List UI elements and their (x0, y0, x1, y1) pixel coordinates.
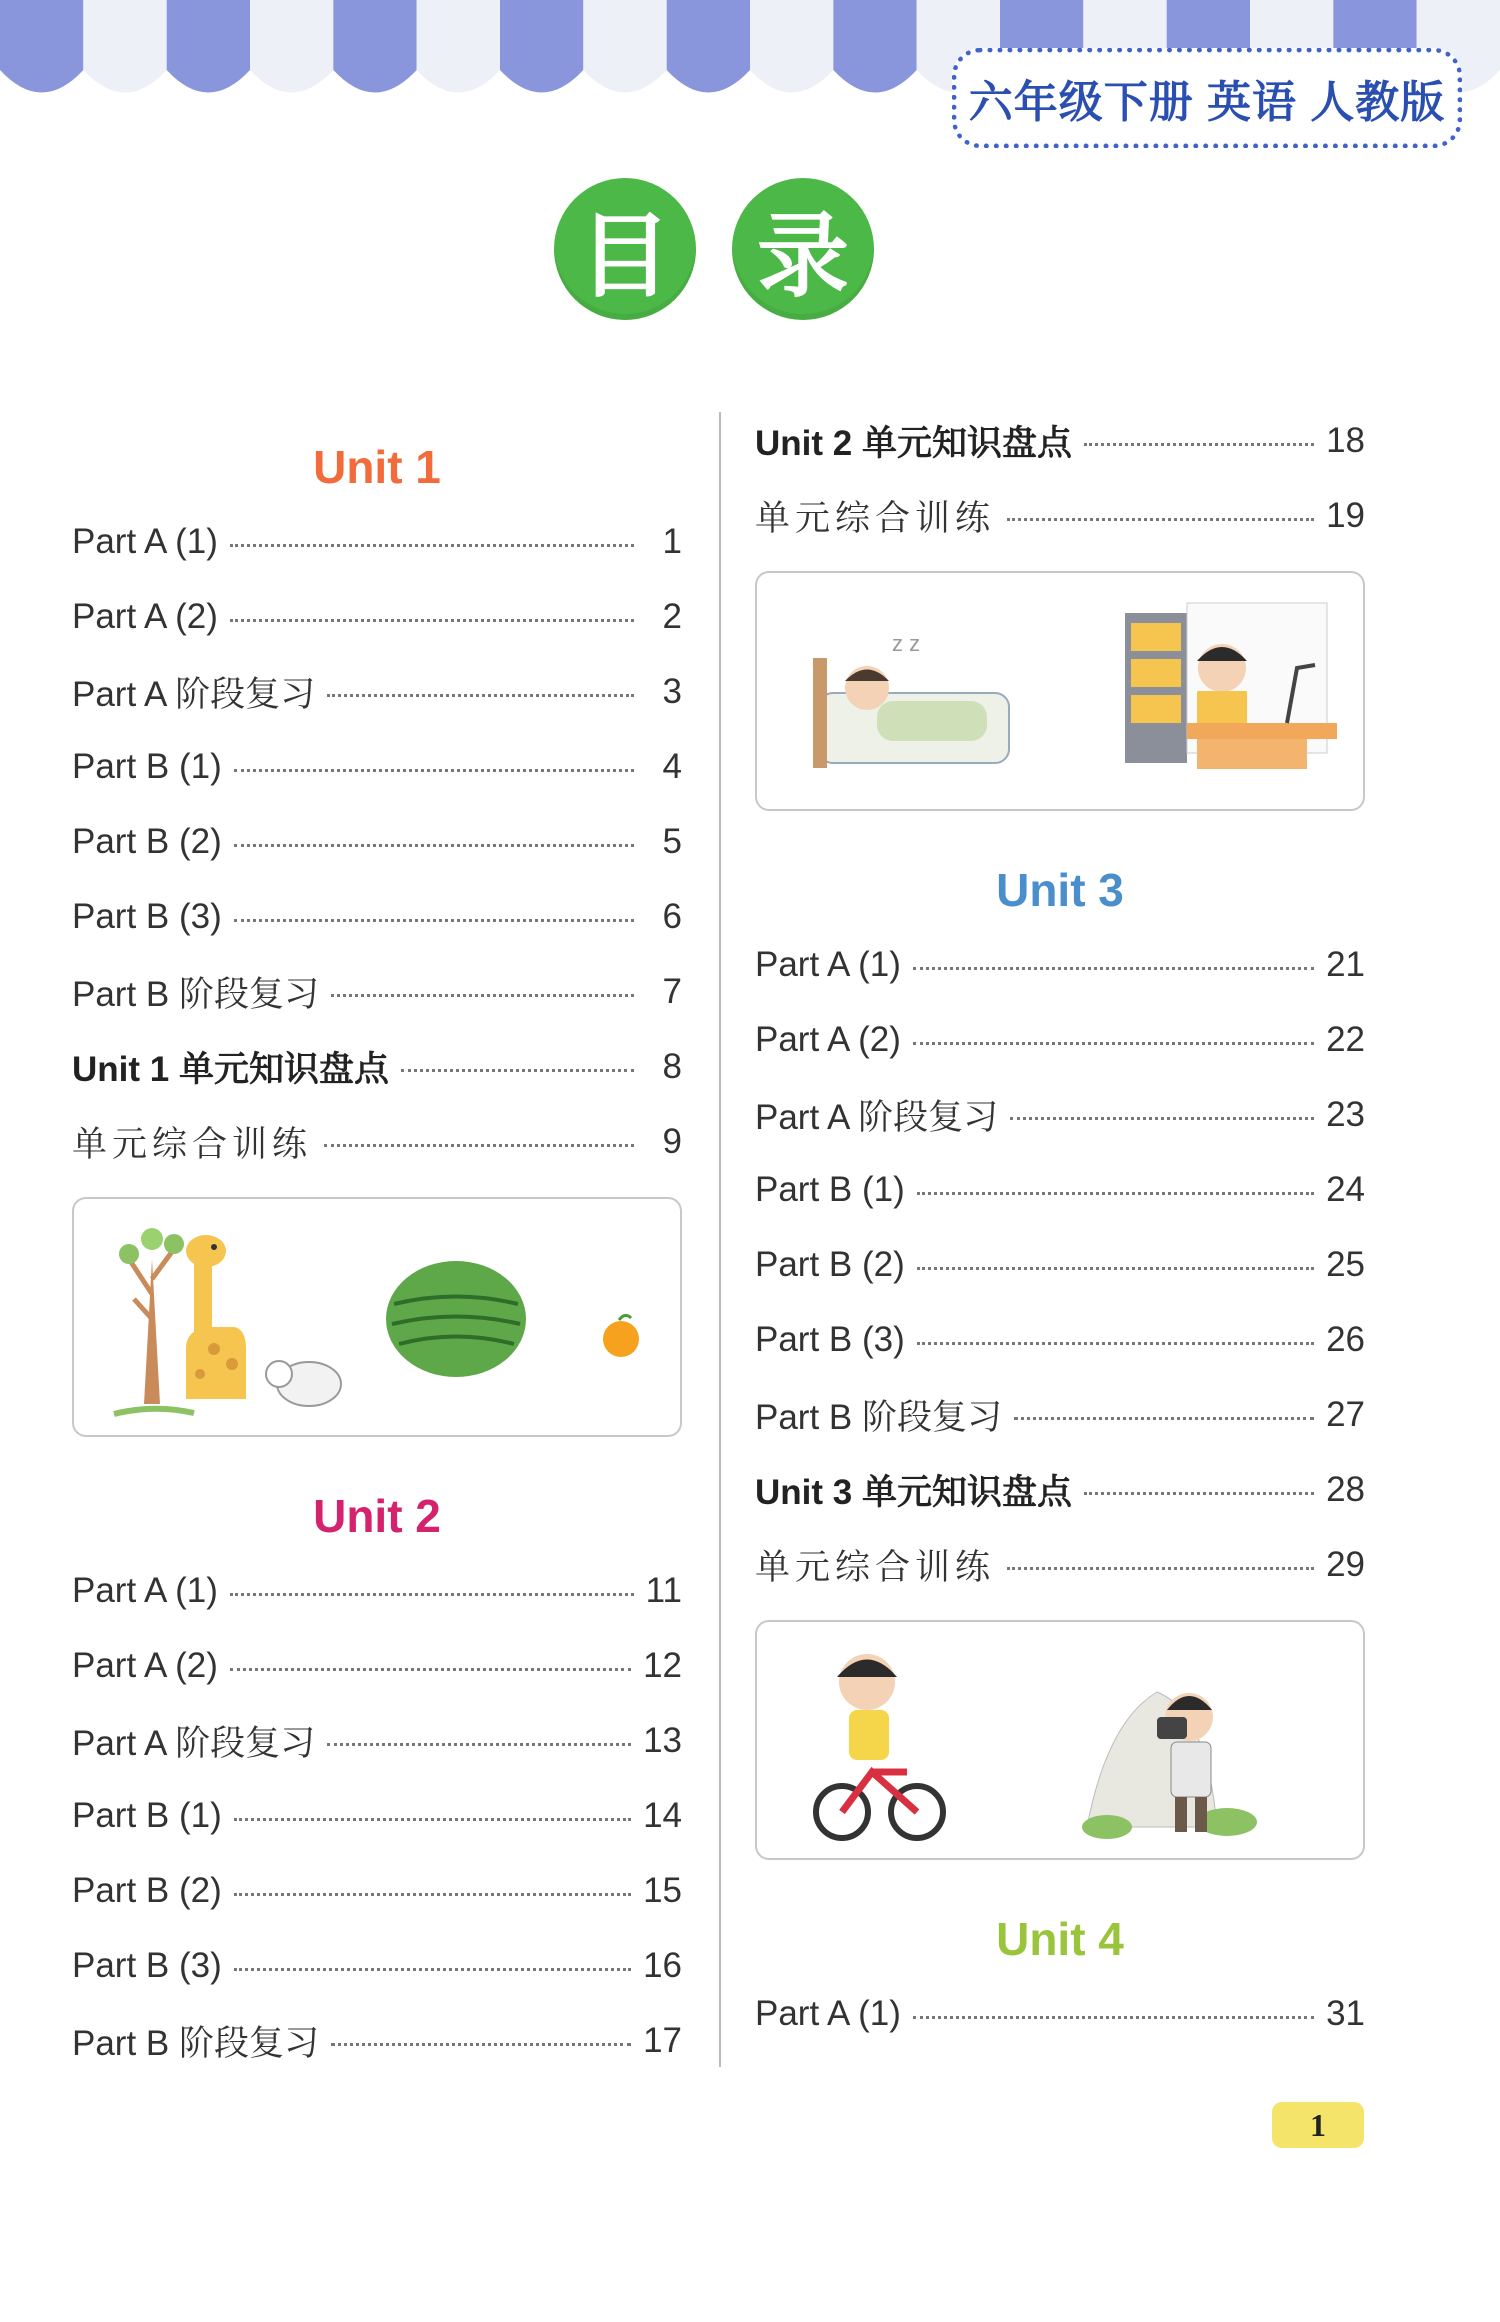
edition-label: 六年级下册 英语 人教版 (952, 48, 1462, 148)
toc-entry-label: Part A (2) (72, 1645, 218, 1685)
dot-leader (1007, 1567, 1314, 1570)
dot-leader (230, 619, 634, 622)
toc-entry[interactable] (72, 1778, 682, 1853)
dot-leader (230, 1668, 631, 1671)
dot-leader (331, 994, 634, 997)
unit-2-continued-entries (755, 403, 1365, 553)
toc-entry-label: Part A (2) (755, 1019, 901, 1059)
awning-stripe (500, 0, 583, 93)
toc-entry[interactable] (755, 403, 1365, 478)
title-char-2: 录 (732, 178, 874, 320)
toc-entry-label: Unit 1 单元知识盘点 (72, 1049, 389, 1089)
toc-entry-label: Part B (3) (72, 896, 222, 936)
toc-entry-page: 9 (662, 1121, 682, 1161)
unit-1-entries (72, 504, 682, 1179)
toc-entry[interactable] (72, 1853, 682, 1928)
toc-entry-page: 2 (662, 596, 682, 636)
toc-entry[interactable] (72, 954, 682, 1029)
toc-entry-label: Part A (1) (72, 1570, 218, 1610)
toc-entry[interactable] (72, 1928, 682, 2003)
toc-entry-label: Part B (1) (755, 1169, 905, 1209)
dot-leader (331, 2043, 631, 2046)
awning-stripe (167, 0, 250, 93)
toc-entry-page: 22 (1326, 1019, 1365, 1059)
toc-entry-page: 13 (643, 1720, 682, 1760)
toc-entry-label: Part A 阶段复习 (72, 674, 316, 714)
toc-entry[interactable] (755, 1302, 1365, 1377)
toc-entry[interactable] (755, 1152, 1365, 1227)
toc-entry-page: 8 (662, 1046, 682, 1086)
toc-entry[interactable] (72, 1029, 682, 1104)
toc-entry-page: 16 (643, 1945, 682, 1985)
toc-entry[interactable] (755, 478, 1365, 553)
awning-stripe (583, 0, 666, 93)
awning-stripe (83, 0, 166, 93)
toc-entry-page: 1 (662, 521, 682, 561)
toc-entry-page: 31 (1326, 1993, 1365, 2033)
page-number: 1 (1272, 2102, 1364, 2148)
toc-entry[interactable] (755, 1377, 1365, 1452)
illustration-giraffe-watermelon (72, 1197, 682, 1437)
toc-entry[interactable] (755, 927, 1365, 1002)
awning-stripe (417, 0, 500, 93)
toc-entry[interactable] (72, 729, 682, 804)
dot-leader (1010, 1117, 1314, 1120)
svg-text:z z: z z (892, 631, 921, 656)
unit-1-heading: Unit 1 (313, 441, 441, 493)
toc-entry-page: 29 (1326, 1544, 1365, 1584)
toc-entry-page: 14 (643, 1795, 682, 1835)
toc-entry-label: Part A (2) (72, 596, 218, 636)
toc-entry-page: 6 (662, 896, 682, 936)
toc-entry-label: Part B 阶段复习 (72, 2023, 319, 2063)
toc-entry[interactable] (72, 1628, 682, 1703)
toc-entry-label: Part B 阶段复习 (72, 974, 319, 1014)
toc-entry-page: 21 (1326, 944, 1365, 984)
dot-leader (234, 1818, 631, 1821)
unit-4-heading: Unit 4 (996, 1913, 1124, 1965)
toc-entry-label: Part B (2) (72, 1870, 222, 1910)
dot-leader (327, 694, 634, 697)
toc-entry-page: 15 (643, 1870, 682, 1910)
dot-leader (234, 844, 634, 847)
dot-leader (1014, 1417, 1314, 1420)
toc-entry-page: 26 (1326, 1319, 1365, 1359)
dot-leader (1084, 1492, 1314, 1495)
toc-entry[interactable] (755, 1227, 1365, 1302)
awning-stripe (333, 0, 416, 93)
toc-entry-label: 单元综合训练 (72, 1124, 313, 1164)
dot-leader (234, 1968, 631, 1971)
toc-entry[interactable] (72, 804, 682, 879)
dot-leader (230, 544, 634, 547)
toc-entry-label: Part A (1) (755, 1993, 901, 2033)
unit-3-heading: Unit 3 (996, 864, 1124, 916)
toc-entry-label: 单元综合训练 (755, 498, 996, 538)
toc-entry[interactable] (755, 1976, 1365, 2051)
toc-entry[interactable] (755, 1077, 1365, 1152)
toc-entry-label: Part A 阶段复习 (72, 1723, 316, 1763)
dot-leader (917, 1342, 1314, 1345)
toc-entry[interactable] (72, 654, 682, 729)
dot-leader (1084, 443, 1314, 446)
toc-entry[interactable] (72, 1553, 682, 1628)
toc-entry[interactable] (72, 2003, 682, 2078)
dot-leader (1007, 518, 1314, 521)
toc-entry-page: 25 (1326, 1244, 1365, 1284)
toc-entry-page: 7 (662, 971, 682, 1011)
toc-entry-label: Part B (3) (72, 1945, 222, 1985)
dot-leader (401, 1069, 634, 1072)
awning-stripe (750, 0, 833, 93)
toc-entry-page: 17 (643, 2020, 682, 2060)
title-char-1: 目 (554, 178, 696, 320)
column-divider (719, 412, 721, 2067)
toc-entry-label: Part A (1) (755, 944, 901, 984)
dot-leader (913, 1042, 1314, 1045)
awning-stripe (250, 0, 333, 93)
dot-leader (234, 769, 634, 772)
toc-entry-page: 4 (662, 746, 682, 786)
unit-2-heading: Unit 2 (313, 1490, 441, 1542)
dot-leader (234, 1893, 631, 1896)
unit-2-entries (72, 1553, 682, 2078)
toc-entry-page: 18 (1326, 420, 1365, 460)
dot-leader (234, 919, 634, 922)
toc-entry-label: Unit 2 单元知识盘点 (755, 423, 1072, 463)
toc-entry[interactable] (72, 1104, 682, 1179)
toc-entry-page: 11 (645, 1570, 682, 1610)
dot-leader (917, 1267, 1314, 1270)
unit-3-entries (755, 927, 1365, 1602)
toc-entry[interactable] (72, 879, 682, 954)
toc-entry[interactable] (755, 1002, 1365, 1077)
dot-leader (327, 1743, 631, 1746)
dot-leader (230, 1593, 634, 1596)
dot-leader (917, 1192, 1314, 1195)
toc-entry-page: 3 (662, 671, 682, 711)
toc-entry[interactable] (72, 579, 682, 654)
toc-entry-page: 27 (1326, 1394, 1365, 1434)
unit-4-entries (755, 1976, 1365, 2051)
toc-entry-label: Unit 3 单元知识盘点 (755, 1472, 1072, 1512)
toc-entry-label: Part B (1) (72, 1795, 222, 1835)
dot-leader (913, 967, 1314, 970)
illustration-sleeping-studying (755, 571, 1365, 811)
toc-entry-label: Part B (1) (72, 746, 222, 786)
toc-left-column (72, 410, 682, 2078)
toc-entry-page: 24 (1326, 1169, 1365, 1209)
toc-entry-page: 12 (643, 1645, 682, 1685)
toc-entry-label: Part B (2) (72, 821, 222, 861)
toc-entry-page: 19 (1326, 495, 1365, 535)
toc-entry-page: 28 (1326, 1469, 1365, 1509)
awning-stripe (667, 0, 750, 93)
page-title (554, 178, 874, 320)
toc-right-column (755, 403, 1365, 2051)
toc-entry[interactable] (755, 1527, 1365, 1602)
dot-leader (324, 1144, 634, 1147)
toc-entry-page: 23 (1326, 1094, 1365, 1134)
toc-entry[interactable] (755, 1452, 1365, 1527)
awning-stripe (0, 0, 83, 93)
toc-entry-label: Part A 阶段复习 (755, 1097, 999, 1137)
awning-stripe (833, 0, 916, 93)
toc-entry[interactable] (72, 1703, 682, 1778)
toc-entry-page: 5 (662, 821, 682, 861)
toc-entry-label: Part B (2) (755, 1244, 905, 1284)
illustration-bike-camera (755, 1620, 1365, 1860)
toc-entry-label: Part B (3) (755, 1319, 905, 1359)
toc-entry-label: 单元综合训练 (755, 1547, 996, 1587)
toc-entry-label: Part A (1) (72, 521, 218, 561)
dot-leader (913, 2016, 1314, 2019)
toc-entry-label: Part B 阶段复习 (755, 1397, 1002, 1437)
toc-entry[interactable] (72, 504, 682, 579)
